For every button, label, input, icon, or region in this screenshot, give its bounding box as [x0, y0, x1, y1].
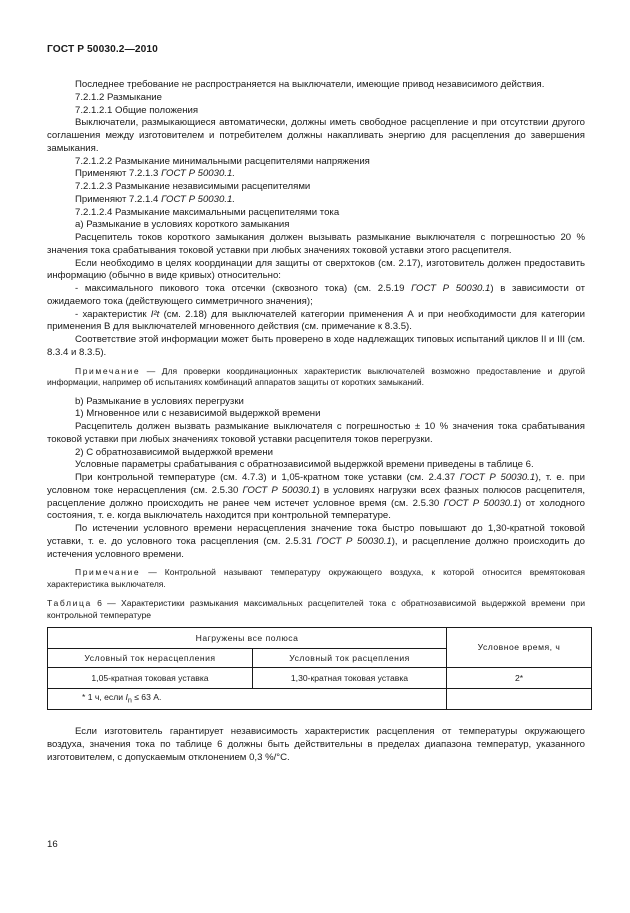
list-heading: а) Размыкание в условиях короткого замыкания: [75, 219, 290, 231]
paragraph: Если изготовитель гарантирует независимость характеристик расцепления от температуры окружающего воздуха, значения тока по таблице 6 должны быть действительны в пределах диапазона температур, указанного изготовителем, с допускаемым отклонением 0,3 %/°С.: [47, 726, 585, 763]
standard-reference: ГОСТ Р 50030.1.: [161, 193, 235, 205]
paragraph: Выключатели, размыкающиеся автоматически, должны иметь свободное расцепление и при отсутствии другого соглашения между изготовителем и потребителем должны накапливать энергию для расцепления до завершения замыкания.: [47, 117, 585, 154]
paragraph: Применяют 7.2.1.4 ГОСТ Р 50030.1.: [75, 193, 235, 205]
table-caption: Таблица 6 — Характеристики размыкания максимальных расцепителей тока с обратнозависимой выдержкой времени при контрольной температуре: [47, 598, 585, 620]
table-header-trip: Условный ток расцепления: [253, 649, 447, 668]
section-heading: 7.2.1.2.4 Размыкание максимальными расцепителями тока: [75, 206, 340, 218]
document-header: ГОСТ Р 50030.2—2010: [47, 44, 158, 55]
list-item: - максимального пикового тока отсечки (сквозного тока) (см. 2.5.19 ГОСТ Р 50030.1) в зависимости от ожидаемого тока (действующего симметричного значения);: [47, 283, 585, 307]
paragraph: Применяют 7.2.1.3 ГОСТ Р 50030.1.: [75, 168, 235, 180]
section-heading: 7.2.1.2.1 Общие положения: [75, 104, 199, 116]
table-header-nontrip: Условный ток нерасцепления: [48, 649, 253, 668]
table-cell: 2*: [447, 668, 592, 689]
table-header-time: Условное время, ч: [447, 628, 592, 668]
paragraph: Если необходимо в целях координации для защиты от сверхтоков (см. 2.17), изготовитель должен предоставить информацию (обычно в виде кривых) относительно:: [47, 257, 585, 282]
table-footnote: * 1 ч, если $I_n \le 63$ А.: [48, 689, 447, 710]
note: Примечание — Для проверки координационных характеристик выключателей возможно предоставление и другой информации, например об испытаниях комбинаций аппаратов защиты от коротких замыканий.: [47, 365, 585, 387]
table-cell: 1,05-кратная токовая уставка: [48, 668, 253, 689]
section-heading: 7.2.1.2.2 Размыкание минимальными расцепителями напряжения: [75, 155, 370, 167]
paragraph: По истечении условного времени нерасцепления значение тока быстро повышают до 1,30-кратной токовой уставки, т. е. до условного тока расцепления (см. 2.5.31 ГОСТ Р 50030.1), и расцепление должно происходить до истечения условного времени.: [47, 523, 585, 560]
formula-i2t: I²t: [150, 308, 160, 320]
paragraph: При контрольной температуре (см. 4.7.3) и 1,05-кратном токе уставки (см. 2.4.37 ГОСТ Р 50030.1), т. е. при условном токе нерасцепления (см. 2.5.30 ГОСТ Р 50030.1) в условиях нагрузки всех фазных полюсов расцепителя, расцепление должно происходить не ранее чем истечет условное время (см. 2.5.30 ГОСТ Р 50030.1) от холодного состояния, т. е. когда выключатель находится при контрольной температуре.: [47, 472, 585, 522]
paragraph: Расцепитель должен вызвать размыкание выключателя с погрешностью ± 10 % значения тока срабатывания токовой уставки при любых значениях токовой уставки расцепителя токов перегрузки.: [47, 421, 585, 445]
standard-reference: ГОСТ Р 50030.1: [411, 283, 491, 294]
note-label: Примечание: [75, 365, 141, 376]
note: Примечание — Контрольной называют температуру окружающего воздуха, к которой относится времятоковая характеристика выключателя.: [47, 567, 585, 589]
paragraph: Расцепитель токов короткого замыкания должен вызывать размыкание выключателя с погрешностью 20 % значения тока срабатывания токовой уставки при любых значениях токовой уставки этого расцепителя.: [47, 232, 585, 256]
section-heading: 7.2.1.2 Размыкание: [75, 91, 162, 103]
paragraph: Соответствие этой информации может быть проверено в ходе надлежащих типовых испытаний циклов II и III (см. 8.3.4 и 8.3.5).: [47, 334, 585, 358]
page-body: [47, 79, 585, 765]
paragraph: Условные параметры срабатывания с обратнозависимой выдержкой времени приведены в таблице 6.: [75, 459, 534, 471]
table-cell-empty: [447, 689, 592, 710]
table-row: [48, 668, 592, 689]
standard-reference: ГОСТ Р 50030.1.: [161, 168, 235, 180]
list-heading: 1) Мгновенное или с независимой выдержкой времени: [75, 408, 321, 420]
list-heading: b) Размыкание в условиях перегрузки: [75, 395, 244, 407]
list-heading: 2) С обратнозависимой выдержкой времени: [75, 446, 274, 458]
table-cell: 1,30-кратная токовая уставка: [253, 668, 447, 689]
table-group-header: Нагружены все полюса: [48, 628, 447, 649]
note-label: Примечание: [75, 567, 141, 578]
trip-characteristics-table: [47, 627, 592, 710]
page-number: 16: [47, 839, 58, 850]
paragraph: Последнее требование не распространяется на выключатели, имеющие привод независимого действия.: [75, 79, 545, 90]
section-heading: 7.2.1.2.3 Размыкание независимыми расцепителями: [75, 181, 311, 192]
list-item: - характеристик I²t (см. 2.18) для выключателей категории применения А и при необходимости для категории применения В для выключателей мгновенного действия (см. примечание к 8.3.5).: [47, 308, 585, 333]
